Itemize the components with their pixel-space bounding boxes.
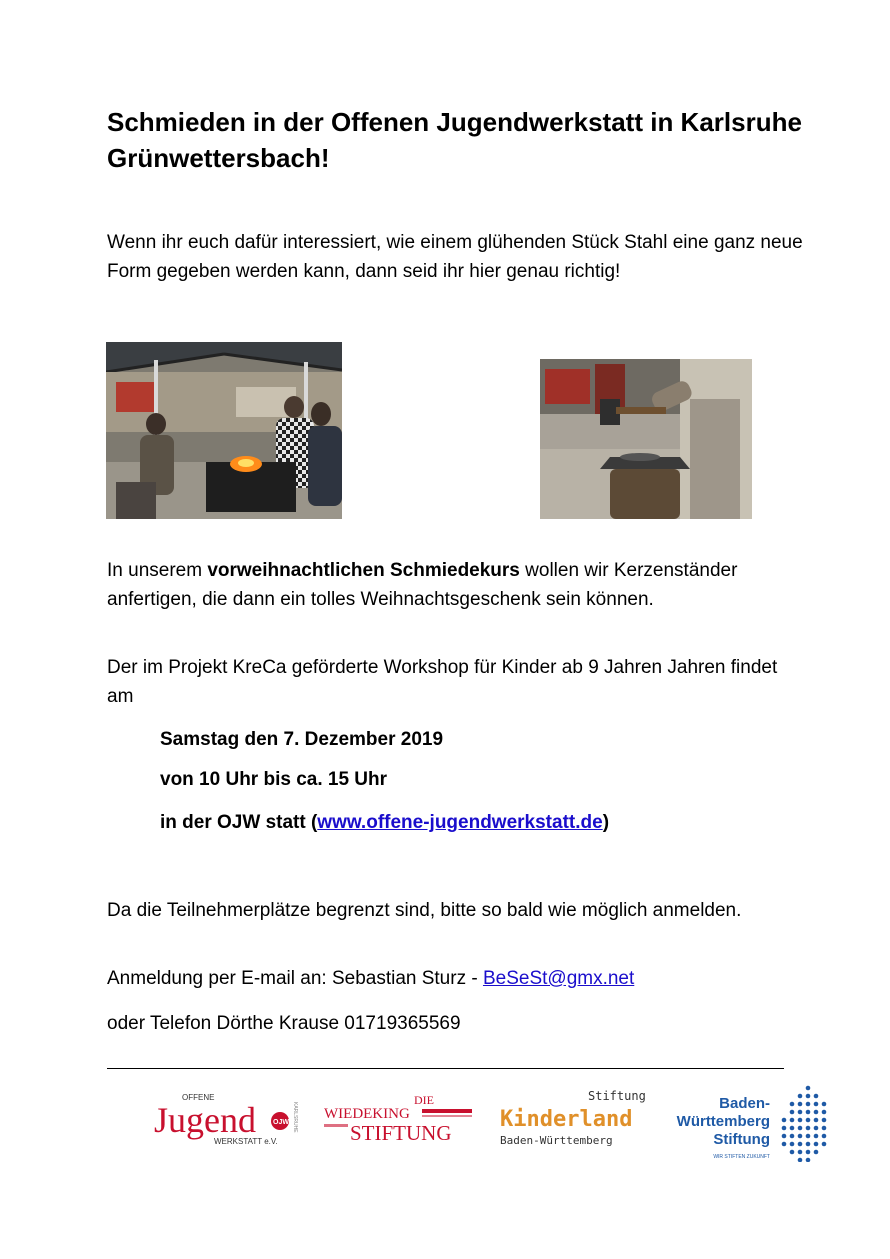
logo-dot: [806, 1158, 811, 1162]
email-link[interactable]: BeSeSt@gmx.net: [482, 968, 635, 989]
course-paragraph: [107, 556, 807, 614]
event-date: Samstag den 7. Dezember 2019: [160, 729, 444, 750]
logo-dot: [806, 1102, 811, 1107]
logo-dot: [806, 1094, 811, 1099]
mail-paragraph: [107, 964, 807, 993]
logo-dot: [822, 1142, 827, 1147]
logo-dot: [790, 1126, 795, 1131]
logo-baden-wuerttemberg-stiftung: [666, 1082, 838, 1162]
logo-dot: [790, 1142, 795, 1147]
logo-dot: [782, 1134, 787, 1139]
logo-dot: [798, 1142, 803, 1147]
logo-dot: [806, 1150, 811, 1155]
workshop-paragraph: Der im Projekt KreCa geförderte Workshop für Kinder ab 9 Jahren Jahren findet am: [107, 657, 778, 707]
logo-dot: [798, 1158, 803, 1162]
event-place-suffix: ): [602, 812, 610, 833]
logo-dot: [814, 1150, 819, 1155]
svg-text:Baden-: Baden-: [719, 1095, 770, 1112]
course-name: vorweihnachtlichen Schmiedekurs: [207, 560, 520, 581]
svg-text:Württemberg: Württemberg: [676, 1113, 770, 1130]
event-place-prefix: in der OJW statt (: [160, 812, 318, 833]
logo-dot: [798, 1094, 803, 1099]
logo-dot: [790, 1110, 795, 1115]
mail-label: Anmeldung per E-mail an: Sebastian Sturz -: [107, 968, 483, 989]
intro-paragraph: Wenn ihr euch dafür interessiert, wie einem glühenden Stück Stahl eine ganz neue Form gegeben werden kann, dann seid ihr hier genau richtig!: [107, 232, 803, 282]
logo-dot: [790, 1118, 795, 1123]
svg-text:Kinderland: Kinderland: [500, 1107, 633, 1132]
logo-dot: [806, 1134, 811, 1139]
logo-dot: [822, 1126, 827, 1131]
svg-text:KARLSRUHE: KARLSRUHE: [292, 1102, 298, 1133]
svg-text:WERKSTATT e.V.: WERKSTATT e.V.: [214, 1137, 278, 1146]
logo-dot: [806, 1126, 811, 1131]
logo-dot: [814, 1126, 819, 1131]
logo-stiftung-kinderland: [498, 1086, 650, 1150]
logo-dot: [814, 1142, 819, 1147]
logo-dot: [798, 1150, 803, 1155]
svg-text:Stiftung: Stiftung: [588, 1089, 646, 1103]
svg-text:WIEDEKING: WIEDEKING: [324, 1106, 410, 1122]
photo-forge-workshop: [106, 342, 342, 519]
svg-text:OFFENE: OFFENE: [182, 1093, 215, 1102]
logo-dot: [798, 1110, 803, 1115]
logo-wiedeking-stiftung: [322, 1088, 478, 1148]
logo-dot: [790, 1150, 795, 1155]
logo-dot: [790, 1134, 795, 1139]
logo-dot: [806, 1118, 811, 1123]
event-place: [160, 810, 609, 836]
svg-text:Stiftung: Stiftung: [713, 1131, 770, 1148]
logo-dot: [798, 1126, 803, 1131]
logo-dot: [782, 1126, 787, 1131]
logo-dot: [822, 1134, 827, 1139]
logo-dot: [782, 1118, 787, 1123]
website-link[interactable]: www.offene-jugendwerkstatt.de: [317, 812, 603, 833]
logo-dot: [814, 1094, 819, 1099]
course-text-before: In unserem: [107, 560, 208, 581]
svg-text:Jugend: Jugend: [154, 1100, 256, 1140]
svg-text:DIE: DIE: [414, 1093, 434, 1107]
logo-dot: [806, 1110, 811, 1115]
event-time: von 10 Uhr bis ca. 15 Uhr: [160, 769, 388, 790]
course-text-after: wollen wir Kerzenständer anfertigen, die dann ein tolles Weihnachtsgeschenk sein können.: [107, 560, 738, 610]
limit-paragraph: Da die Teilnehmerplätze begrenzt sind, bitte so bald wie möglich anmelden.: [107, 900, 742, 921]
photo-anvil-hammering: [540, 359, 752, 519]
svg-text:WIR STIFTEN ZUKUNFT: WIR STIFTEN ZUKUNFT: [713, 1154, 770, 1160]
logo-offene-jugendwerkstatt: [152, 1088, 302, 1148]
logo-dot: [806, 1142, 811, 1147]
logo-dot: [798, 1118, 803, 1123]
svg-text:Baden-Württemberg: Baden-Württemberg: [500, 1134, 613, 1147]
page-title: Schmieden in der Offenen Jugendwerkstatt in Karlsruhe Grünwettersbach!: [107, 107, 802, 173]
svg-text:OJW: OJW: [273, 1119, 289, 1126]
divider: [107, 1068, 784, 1069]
logo-dot: [782, 1142, 787, 1147]
logo-dot: [814, 1102, 819, 1107]
logo-dot: [814, 1134, 819, 1139]
logo-dot: [806, 1086, 811, 1091]
svg-text:STIFTUNG: STIFTUNG: [350, 1121, 452, 1145]
phone-paragraph: oder Telefon Dörthe Krause 01719365569: [107, 1013, 461, 1034]
logo-dot: [814, 1110, 819, 1115]
logo-dot: [822, 1110, 827, 1115]
logo-dot: [822, 1102, 827, 1107]
logo-dot: [798, 1102, 803, 1107]
logo-dot: [798, 1134, 803, 1139]
logo-dot: [822, 1118, 827, 1123]
logo-dot: [814, 1118, 819, 1123]
logo-dot: [790, 1102, 795, 1107]
